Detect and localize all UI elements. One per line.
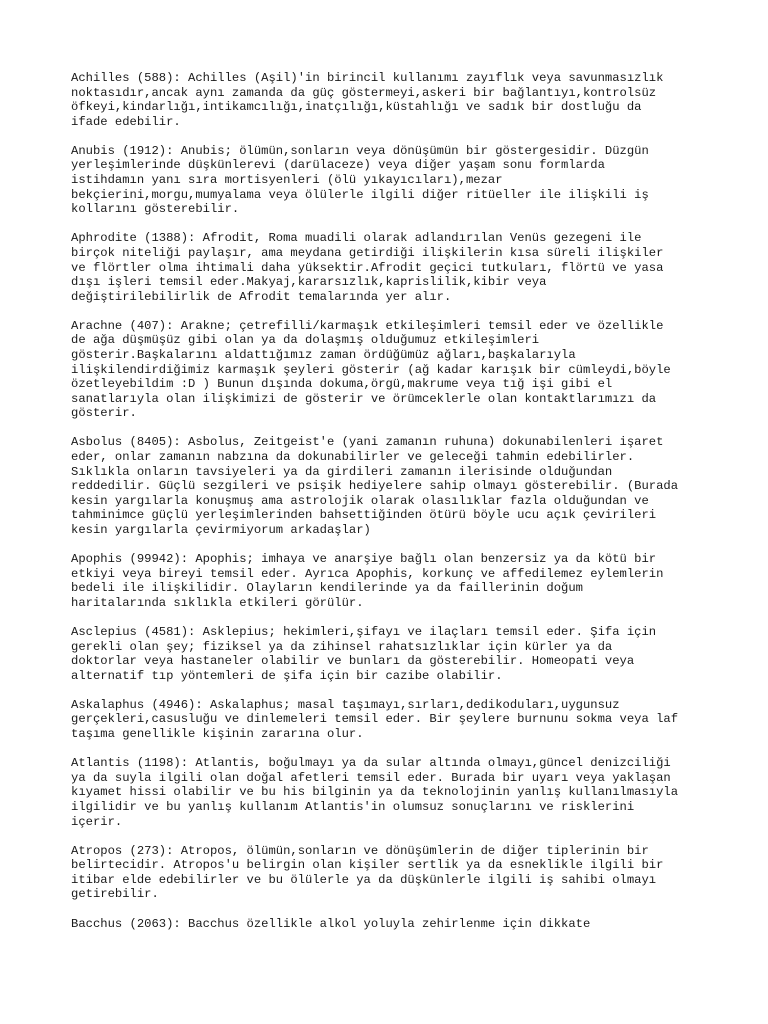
document-body xyxy=(71,71,711,946)
paragraph-achilles: Achilles (588): Achilles (Aşil)'in birincil kullanımı zayıflık veya savunmasızlık noktasıdır,ancak aynı zamanda da güç göstermeyi,askeri bir bağlantıyı,kontrolsüz öfkeyi,kindarlığı,intikamcılığı,inatçılığı,küstahlığı ve sadık bir dostluğu da ifade edebilir. xyxy=(71,71,664,129)
paragraph-askalaphus: Askalaphus (4946): Askalaphus; masal taşımayı,sırları,dedikoduları,uygunsuz gerçekleri,casusluğu ve dinlemeleri temsil eder. Bir şeylere burnunu sokma veya laf taşıma genellikle kişinin zararına olur. xyxy=(71,697,679,742)
paragraph-asclepius: Asclepius (4581): Asklepius; hekimleri,şifayı ve ilaçları temsil eder. Şifa için gerekli olan şey; fiziksel ya da zihinsel rahatsızlıklar için kürler ya da doktorlar veya hastaneler olabilir ve bunları da gösterebilir. Homeopati veya alternatif tıp yöntemleri de şifa için bir cazibe olabilir. xyxy=(71,625,657,683)
paragraph-arachne: Arachne (407): Arakne; çetrefilli/karmaşık etkileşimleri temsil eder ve özellikle de ağa düşmüşüz gibi olan ya da dolaşmış olduğumuz etkileşimleri gösterir.Başkalarını aldattığımız zaman ördüğümüz ağları,başkalarıyla ilişkilendirdiğimiz karmaşık şeyleri gösterir (ağ kadar karışık bir cümleydi,böyle özetleyebildim :D ) Bunun dışında dokuma,örgü,makrume veya tığ işi gibi el sanatlarıyla olan ilişkimizi de gösterir ve örümceklerle olan kontaktlarımızı da gösterir. xyxy=(71,318,671,421)
paragraph-apophis: Apophis (99942): Apophis; imhaya ve anarşiye bağlı olan benzersiz ya da kötü bir etkiyi veya bireyi temsil eder. Ayrıca Apophis, korkunç ve affedilemez eylemlerin bedeli ile ilişkilidir. Olayların kendilerinde ya da faillerinin doğum haritalarında sıklıkla etkileri görülür. xyxy=(71,552,664,610)
paragraph-atlantis: Atlantis (1198): Atlantis, boğulmayı ya da sular altında olmayı,güncel denizciliği ya da suyla ilgili olan doğal afetleri temsil eder. Burada bir uyarı veya yaklaşan kıyamet hissi olabilir ve bu his bilginin ya da teknolojinin yanlış kullanılmasıyla ilgilidir ve bu yanlış kullanım Atlantis'in olumsuz sonuçlarını ve risklerini içerir. xyxy=(71,756,679,829)
paragraph-asbolus: Asbolus (8405): Asbolus, Zeitgeist'e (yani zamanın ruhuna) dokunabilenleri işaret eder, onlar zamanın nabzına da dokunabilirler ve geleceği tahmin edebilirler. Sıklıkla onların tavsiyeleri ya da girdileri zamanın ilerisinde olduğundan reddedilir. Güçlü sezgileri ve psişik hediyelere sahip olmayı gösterebilir. (Burada kesin yargılarla konuşmuş ama astrolojik olarak olasılıklar fazla olduğundan ve tahminimce güçlü yerleşimlerinden bahsettiğinden ötürü böyle ucu açık çevirileri kesin yargılarla çevirmiyorum arkadaşlar) xyxy=(71,435,679,538)
paragraph-anubis: Anubis (1912): Anubis; ölümün,sonların veya dönüşümün bir göstergesidir. Düzgün yerleşimlerinde düşkünlerevi (darülaceze) veya diğer yaşam sonu formlarda istihdamın yanı sıra mortisyenleri (ölü yıkayıcıları),mezar bekçierini,morgu,mumyalama veya ölülerle ilgili diğer ritüeller ile ilişkili iş kollarını gösterebilir. xyxy=(71,143,649,217)
paragraph-atropos: Atropos (273): Atropos, ölümün,sonların ve dönüşümlerin de diğer tiplerinin bir belirtecidir. Atropos'u belirgin olan kişiler sertlik ya da esneklikle ilgili bir itibar elde edebilirler ve bu ölülerle ya da düşkünlerle ilgili iş sahibi olmayı getirebilir. xyxy=(71,843,664,902)
paragraph-bacchus: Bacchus (2063): Bacchus özellikle alkol yoluyla zehirlenme için dikkate xyxy=(71,916,591,931)
paragraph-aphrodite: Aphrodite (1388): Afrodit, Roma muadili olarak adlandırılan Venüs gezegeni ile birçok niteliği paylaşır, ama meydana getirdiği ilişkilerin kısa süreli ilişkiler ve flörtler olma ihtimali daha yüksektir.Afrodit geçici tutkuları, flörtü ve yasa dışı işleri temsil eder.Makyaj,kararsızlık,kaprislilik,kibir veya değiştirilebilirlik de Afrodit temalarında yer alır. xyxy=(71,231,664,304)
